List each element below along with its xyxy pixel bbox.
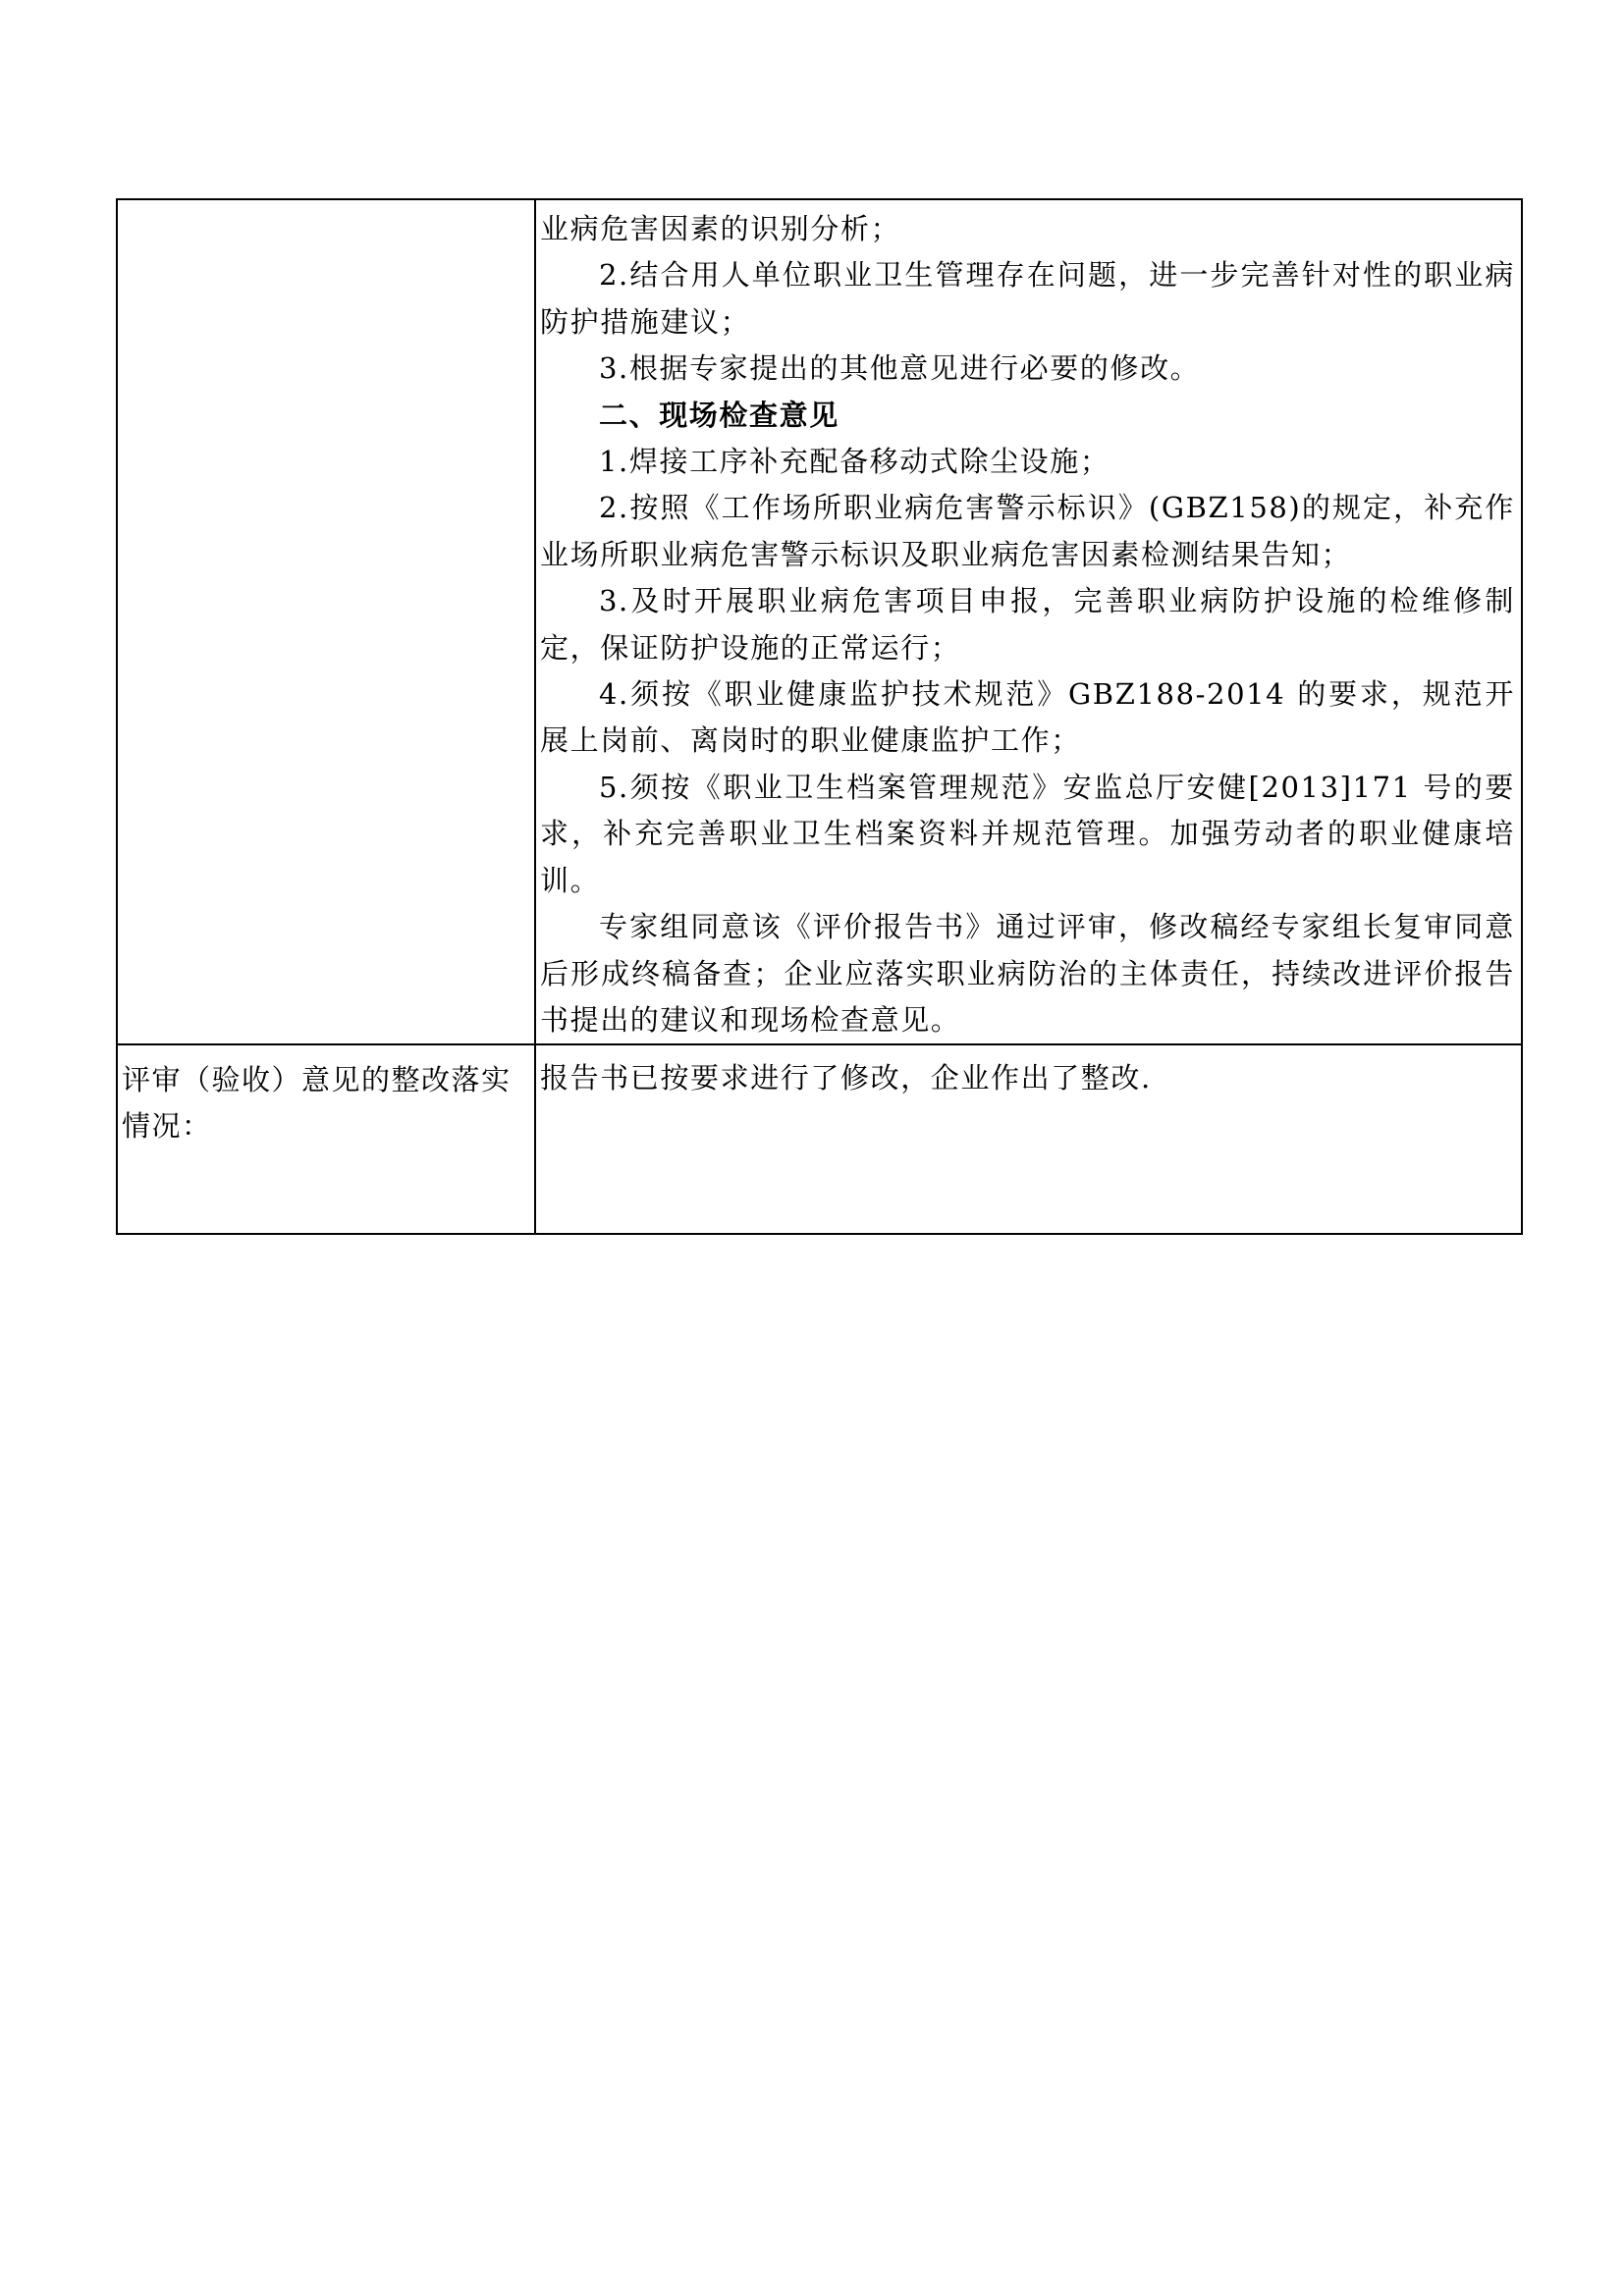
site-item: 4.须按《职业健康监护技术规范》GBZ188-2014 的要求，规范开展上岗前、离岗时的职业健康监护工作；: [540, 677, 1515, 758]
review-table: [116, 198, 1523, 1235]
site-item: 2.按照《工作场所职业病危害警示标识》(GBZ158)的规定，补充作业场所职业病危害警示标识及职业病危害因素检测结果告知；: [540, 491, 1515, 571]
opinion-tail-line: 业病危害因素的识别分析；: [540, 212, 901, 245]
rectification-label: 评审（验收）意见的整改落实情况：: [122, 1063, 512, 1144]
site-item: 5.须按《职业卫生档案管理规范》安监总厅安健[2013]171 号的要求，补充完善职业卫生档案资料并规范管理。加强劳动者的职业健康培训。: [540, 770, 1515, 897]
opinions-content: [536, 200, 1521, 1043]
opinion-item-2: 2.结合用人单位职业卫生管理存在问题，进一步完善针对性的职业病防护措施建议；: [540, 258, 1515, 339]
opinions-left-cell: [117, 199, 535, 1044]
site-inspection-heading: 二、现场检查意见: [599, 398, 839, 432]
expert-conclusion: 专家组同意该《评价报告书》通过评审，修改稿经专家组长复审同意后形成终稿备查；企业应落实职业病防治的主体责任，持续改进评价报告书提出的建议和现场检查意见。: [540, 910, 1515, 1037]
rectification-value-cell: [535, 1044, 1522, 1234]
site-item: 1.焊接工序补充配备移动式除尘设施；: [599, 445, 1110, 479]
opinion-item-3: 3.根据专家提出的其他意见进行必要的修改。: [599, 351, 1201, 386]
rectification-label-cell: [117, 1044, 535, 1234]
rectification-row: [117, 1044, 1522, 1234]
opinions-row: [117, 199, 1522, 1044]
rectification-value: 报告书已按要求进行了修改，企业作出了整改.: [540, 1061, 1152, 1095]
opinions-right-cell: [535, 199, 1522, 1044]
site-item: 3.及时开展职业病危害项目申报，完善职业病防护设施的检维修制定，保证防护设施的正常运行；: [540, 584, 1515, 665]
